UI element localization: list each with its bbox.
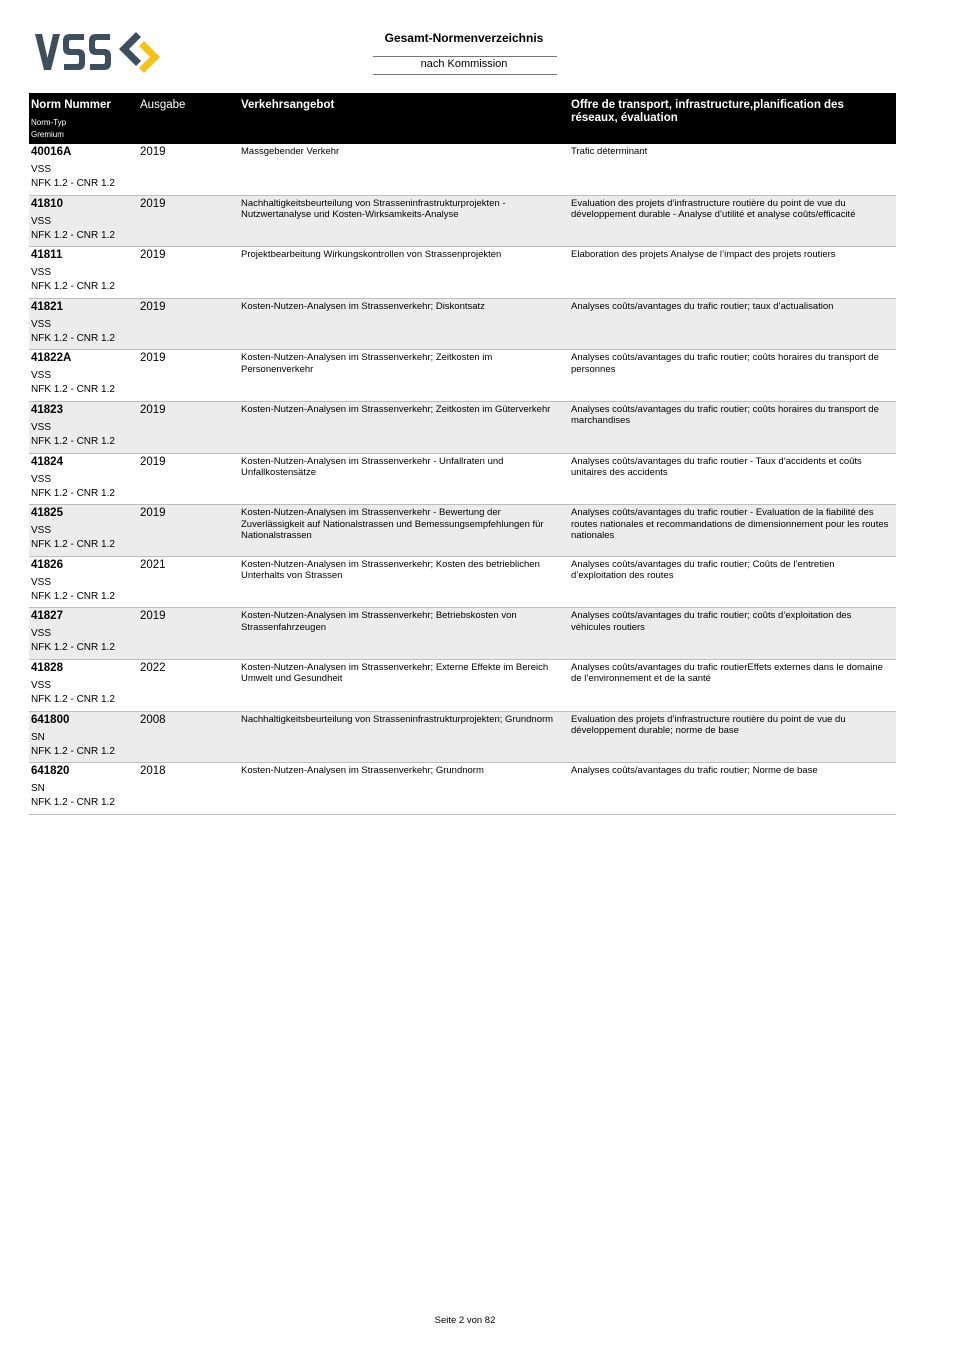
- table-row: [29, 196, 896, 248]
- title-french: Analyses coûts/avantages du trafic routier; coûts horaires du transport de personnes: [571, 352, 879, 375]
- norm-type: VSS: [31, 267, 52, 279]
- gremium: NFK 1.2 - CNR 1.2: [31, 384, 115, 396]
- norm-number: 641820: [31, 765, 70, 778]
- norm-type: VSS: [31, 318, 52, 330]
- title-french: Elaboration des projets Analyse de l’impact des projets routiers: [571, 249, 836, 261]
- gremium: NFK 1.2 - CNR 1.2: [31, 178, 115, 189]
- edition-year: 2019: [140, 249, 166, 262]
- norm-number: 41826: [31, 558, 63, 571]
- edition-year: 2019: [140, 610, 166, 623]
- table-row: [29, 350, 896, 402]
- gremium: NFK 1.2 - CNR 1.2: [31, 693, 115, 705]
- title-french: Analyses coûts/avantages du trafic routier; taux d’actualisation: [571, 300, 834, 312]
- title-german: Kosten-Nutzen-Analysen im Strassenverkehr; Betriebskosten von Strassenfahrzeugen: [241, 610, 517, 633]
- edition-year: 2018: [140, 765, 166, 778]
- title-german: Massgebender Verkehr: [241, 146, 340, 157]
- title-german: Kosten-Nutzen-Analysen im Strassenverkehr; Grundnorm: [241, 765, 484, 777]
- table-row: [29, 660, 896, 712]
- norm-type: VSS: [31, 164, 52, 175]
- title-french: Analyses coûts/avantages du trafic routier - Taux d’accidents et coûts unitaires des accidents: [571, 455, 862, 479]
- edition-year: 2022: [140, 661, 166, 674]
- header-norm-nummer: Norm Nummer: [31, 99, 111, 111]
- document-title: Gesamt-Normenverzeichnis: [384, 31, 544, 45]
- title-french: Analyses coûts/avantages du trafic routier; coûts horaires du transport de marchandises: [571, 403, 879, 427]
- norm-type: VSS: [31, 679, 52, 691]
- title-divider: [373, 56, 557, 57]
- norm-number: 40016A: [31, 146, 72, 158]
- vss-logo-icon: [32, 28, 162, 78]
- edition-year: 2019: [140, 146, 166, 158]
- title-french: Analyses coûts/avantages du trafic routier; Coûts de l’entretien d’exploitation des routes: [571, 558, 835, 582]
- header-gremium: Gremium: [31, 130, 64, 139]
- title-german: Kosten-Nutzen-Analysen im Strassenverkehr - Unfallraten und Unfallkostensätze: [241, 455, 504, 479]
- header-norm-typ: Norm-Typ: [31, 118, 67, 127]
- edition-year: 2008: [140, 713, 166, 726]
- table-row: [29, 299, 896, 351]
- norms-table: [29, 93, 896, 815]
- title-french: Analyses coûts/avantages du trafic routierEffets externes dans le domaine de l’environnement et de la santé: [571, 661, 883, 685]
- norm-number: 41828: [31, 661, 63, 674]
- gremium: NFK 1.2 - CNR 1.2: [31, 590, 115, 602]
- title-german: Kosten-Nutzen-Analysen im Strassenverkehr - Bewertung der Zuverlässigkeit auf Nationalstrassen und Bemessungsempfehlungen für Nationalstrassen: [241, 507, 544, 542]
- title-german: Projektbearbeitung Wirkungskontrollen von Strassenprojekten: [241, 249, 502, 261]
- norm-type: SN: [31, 783, 45, 795]
- norm-number: 41827: [31, 610, 63, 623]
- norm-number: 41811: [31, 249, 63, 262]
- title-german: Nachhaltigkeitsbeurteilung von Strasseninfrastrukturprojekten - Nutzwertanalyse und Kosten-Wirksamkeits-Analyse: [241, 197, 506, 221]
- gremium: NFK 1.2 - CNR 1.2: [31, 642, 115, 654]
- title-german: Kosten-Nutzen-Analysen im Strassenverkehr; Externe Effekte im Bereich Umwelt und Gesundheit: [241, 661, 549, 685]
- table-row: [29, 763, 896, 815]
- table-row: [29, 247, 896, 299]
- gremium: NFK 1.2 - CNR 1.2: [31, 332, 115, 344]
- edition-year: 2021: [140, 558, 166, 571]
- table-header: [29, 93, 896, 144]
- title-french: Trafic déterminant: [571, 146, 648, 157]
- table-row: [29, 402, 896, 454]
- norm-type: SN: [31, 731, 45, 743]
- table-row: [29, 144, 896, 196]
- norm-type: VSS: [31, 576, 52, 588]
- table-row: [29, 608, 896, 660]
- gremium: NFK 1.2 - CNR 1.2: [31, 539, 115, 551]
- table-row: [29, 557, 896, 609]
- edition-year: 2019: [140, 455, 166, 468]
- title-french: Evaluation des projets d’infrastructure routière du point de vue du développement durable; norme de base: [571, 713, 846, 737]
- title-french: Evaluation des projets d’infrastructure routière du point de vue du développement durable - Analyse d’utilité et analyse coûts/efficacité: [571, 197, 856, 221]
- title-french: Analyses coûts/avantages du trafic routier; Norme de base: [571, 765, 818, 777]
- page-number: Seite 2 von 82: [434, 1315, 496, 1326]
- norm-number: 41822A: [31, 352, 72, 365]
- gremium: NFK 1.2 - CNR 1.2: [31, 229, 115, 241]
- header-ausgabe: Ausgabe: [140, 99, 186, 111]
- header-verkehrsangebot: Verkehrsangebot: [241, 99, 335, 111]
- title-german: Nachhaltigkeitsbeurteilung von Strasseninfrastrukturprojekten; Grundnorm: [241, 713, 554, 725]
- subtitle-divider: [373, 74, 557, 75]
- norm-number: 41810: [31, 197, 63, 210]
- title-german: Kosten-Nutzen-Analysen im Strassenverkehr; Kosten des betrieblichen Unterhalts von Strassen: [241, 558, 540, 582]
- title-german: Kosten-Nutzen-Analysen im Strassenverkehr; Zeitkosten im Güterverkehr: [241, 403, 551, 415]
- document-subtitle: nach Kommission: [420, 58, 508, 70]
- norm-number: 41823: [31, 403, 63, 416]
- norm-type: VSS: [31, 525, 52, 537]
- edition-year: 2019: [140, 352, 166, 365]
- norm-number: 641800: [31, 713, 70, 726]
- table-row: [29, 712, 896, 764]
- norm-number: 41825: [31, 507, 63, 520]
- gremium: NFK 1.2 - CNR 1.2: [31, 797, 115, 809]
- gremium: NFK 1.2 - CNR 1.2: [31, 487, 115, 499]
- title-german: Kosten-Nutzen-Analysen im Strassenverkehr; Diskontsatz: [241, 300, 485, 312]
- norm-type: VSS: [31, 370, 52, 382]
- edition-year: 2019: [140, 300, 166, 313]
- edition-year: 2019: [140, 403, 166, 416]
- title-french: Analyses coûts/avantages du trafic routier; coûts d’exploitation des véhicules routiers: [571, 610, 852, 633]
- edition-year: 2019: [140, 507, 166, 520]
- gremium: NFK 1.2 - CNR 1.2: [31, 281, 115, 293]
- title-french: Analyses coûts/avantages du trafic routier - Evaluation de la fiabilité des routes nationales et recommandations de dimensionnement pour les routes nationales: [571, 507, 889, 542]
- edition-year: 2019: [140, 197, 166, 210]
- gremium: NFK 1.2 - CNR 1.2: [31, 745, 115, 757]
- table-row: [29, 454, 896, 506]
- gremium: NFK 1.2 - CNR 1.2: [31, 435, 115, 447]
- header-offre-de-transport: Offre de transport, infrastructure,planification des réseaux, évaluation: [571, 99, 844, 124]
- vss-logo: [32, 28, 162, 78]
- norm-number: 41821: [31, 300, 63, 313]
- norm-type: VSS: [31, 421, 52, 433]
- table-body: [29, 144, 896, 815]
- norm-type: VSS: [31, 473, 52, 485]
- norm-type: VSS: [31, 628, 52, 640]
- table-row: [29, 505, 896, 557]
- title-german: Kosten-Nutzen-Analysen im Strassenverkehr; Zeitkosten im Personenverkehr: [241, 352, 493, 375]
- norm-number: 41824: [31, 455, 63, 468]
- norm-type: VSS: [31, 215, 52, 227]
